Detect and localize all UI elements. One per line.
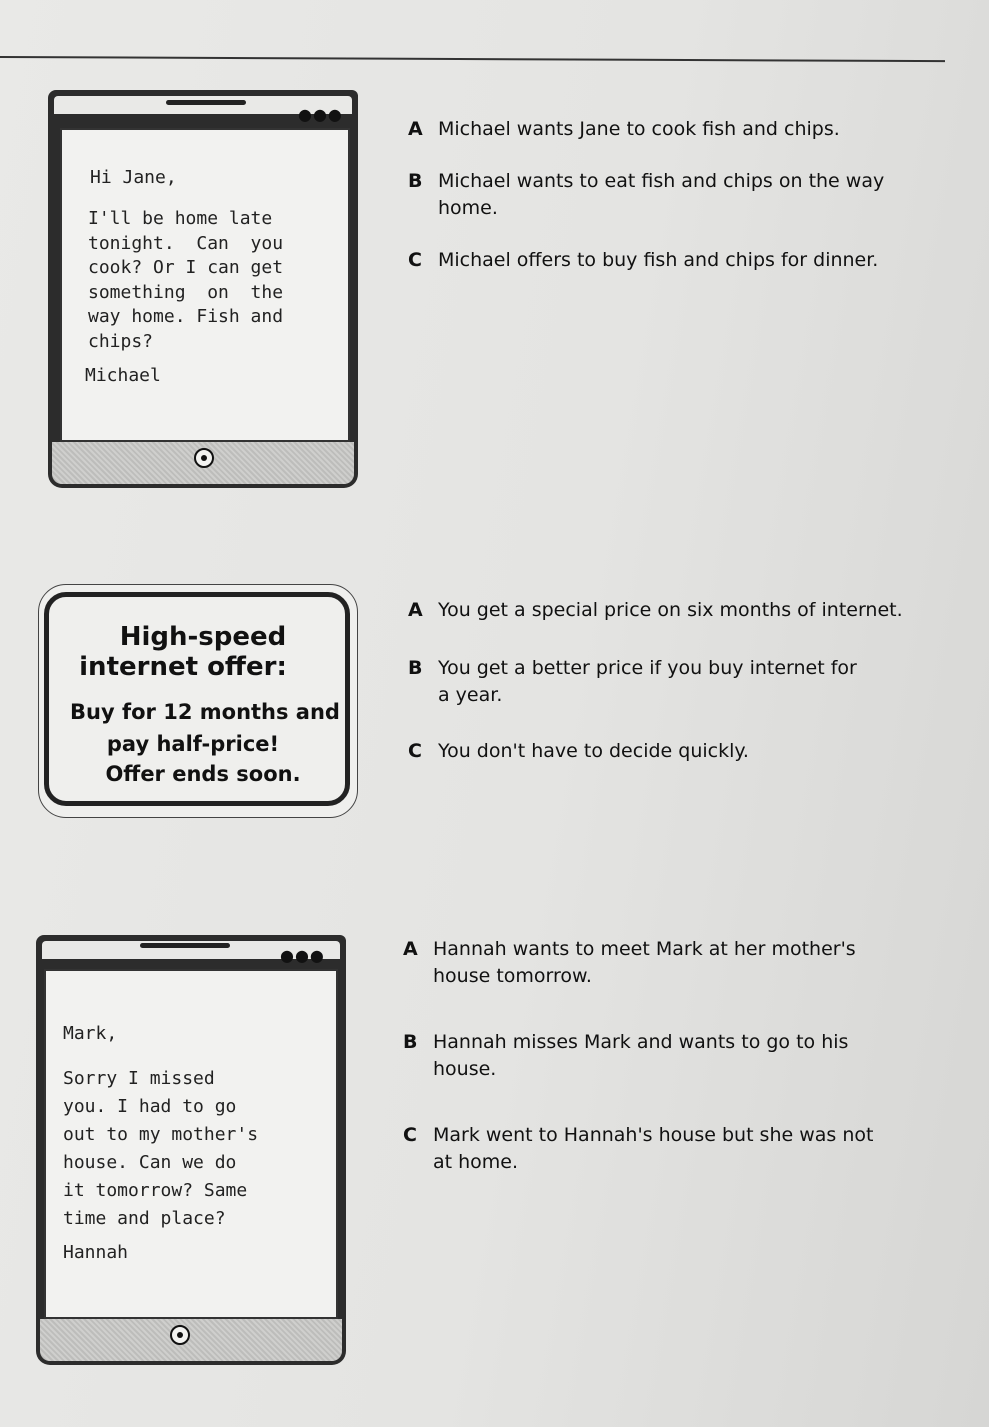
option-letter: B: [403, 1031, 418, 1053]
ad-headline: High-speed: [119, 622, 287, 652]
option-1b: [408, 168, 948, 222]
option-text: Michael offers to buy fish and chips for dinner.: [438, 249, 879, 271]
option-text: Mark went to Hannah's house but she was not: [433, 1124, 874, 1146]
home-button-icon: [170, 1325, 190, 1345]
option-letter: B: [408, 657, 423, 679]
option-1a: [408, 116, 948, 143]
option-letter: B: [408, 170, 423, 192]
option-letter: A: [403, 938, 418, 960]
top-rule: [0, 56, 945, 62]
option-2b: [408, 655, 948, 709]
option-text: You don't have to decide quickly.: [438, 740, 749, 762]
phone-chin: [40, 1319, 342, 1361]
option-text: Michael wants Jane to cook fish and chips.: [438, 118, 840, 140]
option-letter: C: [403, 1124, 417, 1146]
option-text: Hannah misses Mark and wants to go to his: [433, 1031, 849, 1053]
option-letter: A: [408, 599, 423, 621]
message-signature: Hannah: [63, 1242, 129, 1263]
signal-dots-icon: ●●●: [298, 105, 343, 124]
ad-headline: internet offer:: [79, 652, 287, 682]
option-text-continued: house tomorrow.: [433, 965, 592, 987]
option-text: Michael wants to eat fish and chips on the way: [438, 170, 885, 192]
option-3a: [403, 936, 943, 990]
message-signature: Michael: [85, 365, 161, 386]
phone-speaker: [166, 100, 246, 105]
option-letter: A: [408, 118, 423, 140]
option-text-continued: a year.: [438, 684, 503, 706]
message-greeting: Mark,: [63, 1023, 118, 1044]
option-2c: [408, 738, 948, 765]
ad-body: pay half-price!: [106, 732, 280, 756]
option-text-continued: at home.: [433, 1151, 519, 1173]
option-3c: [403, 1122, 943, 1176]
signal-dots-icon: ●●●: [280, 946, 325, 965]
option-letter: C: [408, 249, 422, 271]
option-text: Hannah wants to meet Mark at her mother's: [433, 938, 856, 960]
option-text: You get a special price on six months of internet.: [438, 599, 903, 621]
phone-speaker: [140, 943, 230, 948]
option-3b: [403, 1029, 943, 1083]
option-2a: [408, 597, 948, 624]
option-letter: C: [408, 740, 422, 762]
message-body: I'll be home late tonight. Can you cook? Or I can get something on the way home. Fish and chips?: [88, 208, 284, 352]
ad-body: Buy for 12 months and: [70, 700, 340, 724]
message-body: Sorry I missed you. I had to go out to my mother's house. Can we do it tomorrow? Same time and place?: [63, 1068, 259, 1229]
message-greeting: Hi Jane,: [90, 167, 177, 188]
home-button-icon: [194, 448, 214, 468]
ad-footer: Offer ends soon.: [105, 762, 301, 786]
option-text-continued: house.: [433, 1058, 497, 1080]
option-text-continued: home.: [438, 197, 498, 219]
option-1c: [408, 247, 948, 274]
option-text: You get a better price if you buy internet for: [438, 657, 857, 679]
